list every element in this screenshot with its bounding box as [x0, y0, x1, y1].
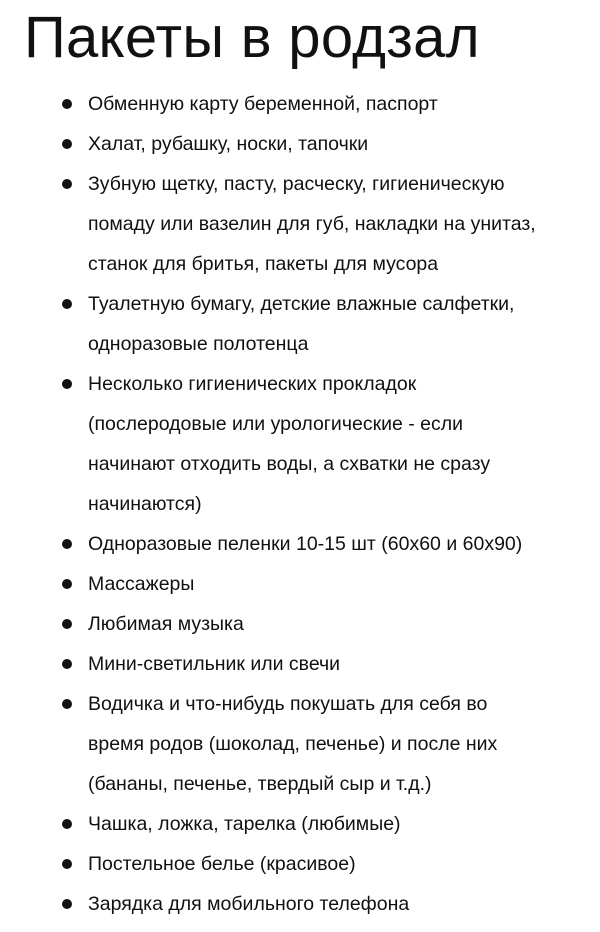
bullet-icon [62, 619, 72, 629]
list-item [0, 644, 600, 684]
list-item [0, 804, 600, 844]
list-item [0, 164, 600, 284]
list-item [0, 564, 600, 604]
list-item [0, 284, 600, 364]
item-text: Водичка и что-нибудь покушать для себя во [88, 693, 488, 715]
item-text: Постельное белье (красивое) [88, 853, 356, 875]
item-text: Обменную карту беременной, паспорт [88, 93, 438, 115]
item-text: Халат, рубашку, носки, тапочки [88, 133, 369, 155]
bullet-icon [62, 379, 72, 389]
item-text: одноразовые полотенца [88, 333, 309, 355]
bullet-icon [62, 539, 72, 549]
item-text: (бананы, печенье, твердый сыр и т.д.) [88, 773, 432, 795]
bullet-icon [62, 299, 72, 309]
item-text: начинаются) [88, 493, 202, 515]
item-text: помаду или вазелин для губ, накладки на унитаз, [88, 213, 536, 235]
bullet-icon [62, 139, 72, 149]
item-text: Одноразовые пеленки 10-15 шт (60х60 и 60х90) [88, 533, 523, 555]
item-text: Чашка, ложка, тарелка (любимые) [88, 813, 401, 835]
item-text: Любимая музыка [88, 613, 244, 635]
list-item [0, 884, 600, 924]
bullet-icon [62, 899, 72, 909]
bullet-icon [62, 819, 72, 829]
item-text: Мини-светильник или свечи [88, 653, 341, 675]
bullet-icon [62, 579, 72, 589]
item-text: начинают отходить воды, а схватки не сразу [88, 453, 491, 475]
item-text: Зарядка для мобильного телефона [88, 893, 410, 915]
list-item [0, 364, 600, 524]
item-text: станок для бритья, пакеты для мусора [88, 253, 439, 275]
bullet-icon [62, 859, 72, 869]
bullet-icon [62, 659, 72, 669]
list-item [0, 844, 600, 884]
item-text: Туалетную бумагу, детские влажные салфетки, [88, 293, 515, 315]
list-item [0, 124, 600, 164]
bullet-icon [62, 99, 72, 109]
checklist [0, 84, 600, 924]
item-text: (послеродовые или урологические - если [88, 413, 464, 435]
list-item [0, 84, 600, 124]
item-text: Несколько гигиенических прокладок [88, 373, 417, 395]
list-item [0, 604, 600, 644]
item-text: Зубную щетку, пасту, расческу, гигиеническую [88, 173, 505, 195]
list-item [0, 684, 600, 804]
bullet-icon [62, 699, 72, 709]
bullet-icon [62, 179, 72, 189]
item-text: Массажеры [88, 573, 195, 595]
page-title: Пакеты в родзал [24, 5, 480, 70]
item-text: время родов (шоколад, печенье) и после них [88, 733, 498, 755]
list-item [0, 524, 600, 564]
